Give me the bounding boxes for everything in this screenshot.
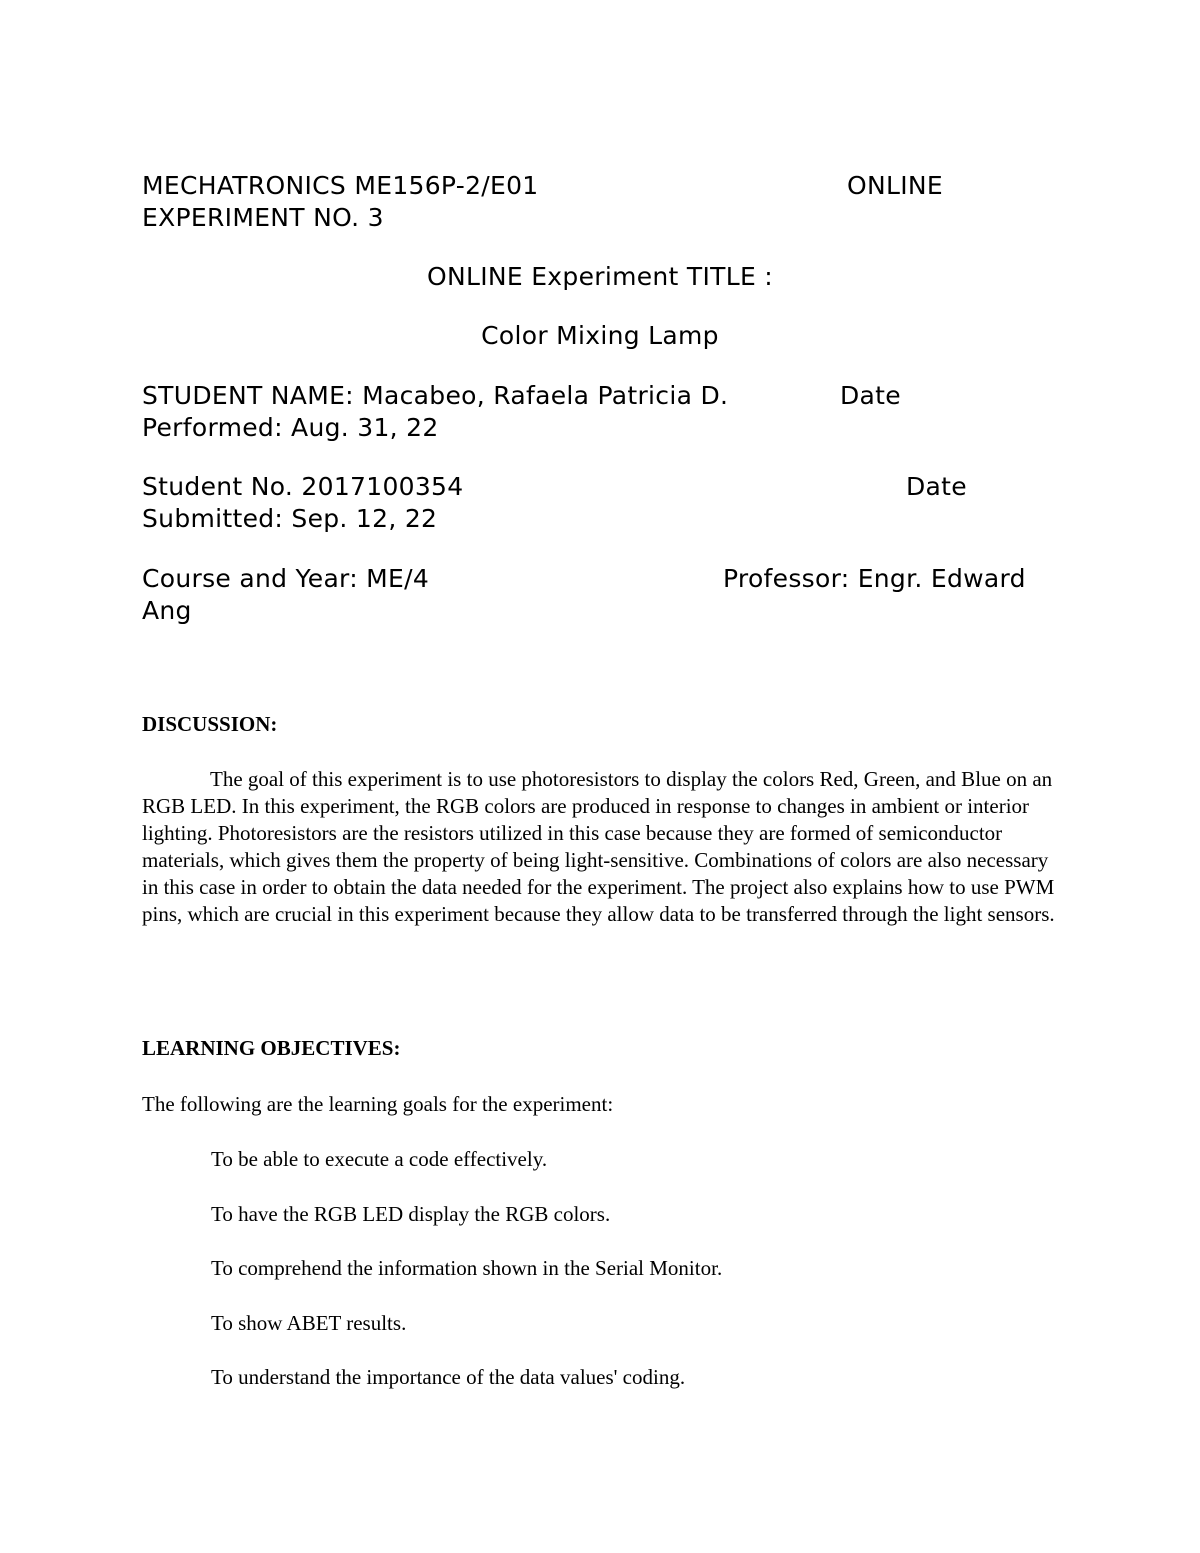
student-number: Student No. 2017100354 <box>142 472 464 501</box>
learning-objectives-heading: LEARNING OBJECTIVES: <box>142 1036 401 1060</box>
mode-label: ONLINE <box>847 171 943 200</box>
list-item: To understand the importance of the data values' coding. <box>211 1365 686 1390</box>
course-and-year: Course and Year: ME/4 <box>142 564 430 593</box>
list-item: To comprehend the information shown in the Serial Monitor. <box>211 1256 723 1281</box>
learning-objectives-intro: The following are the learning goals for the experiment: <box>142 1092 614 1116</box>
learning-objectives-list <box>211 1146 722 1419</box>
date-performed-label: Date <box>840 381 901 410</box>
list-item: To have the RGB LED display the RGB colors. <box>211 1201 611 1226</box>
discussion-heading: DISCUSSION: <box>142 712 278 736</box>
experiment-title-label: ONLINE Experiment TITLE : <box>426 262 774 291</box>
date-performed-value: Performed: Aug. 31, 22 <box>142 413 439 442</box>
list-item: To be able to execute a code effectively. <box>211 1147 548 1171</box>
date-submitted-value: Submitted: Sep. 12, 22 <box>142 504 438 533</box>
experiment-title: Color Mixing Lamp <box>481 321 719 350</box>
date-submitted-label: Date <box>906 472 967 501</box>
student-name: STUDENT NAME: Macabeo, Rafaela Patricia D. <box>142 381 729 410</box>
experiment-number: EXPERIMENT NO. 3 <box>142 203 384 232</box>
list-item: To show ABET results. <box>211 1310 407 1335</box>
professor: Professor: Engr. Edward <box>723 564 1026 593</box>
course-code: MECHATRONICS ME156P-2/E01 <box>142 171 539 200</box>
professor-continued: Ang <box>142 596 192 625</box>
discussion-paragraph: The goal of this experiment is to use photoresistors to display the colors Red, Green, and Blue on an RGB LED. In this experiment, the RGB colors are produced in response to changes in ambient or interior lighting. Photoresistors are the resistors utilized in this case because they are formed of semiconductor materials, which gives them the property of being light-sensitive. Combinations of colors are also necessary in this case in order to obtain the data needed for the experiment. The project also explains how to use PWM pins, which are crucial in this experiment because they allow data to be transferred through the light sensors. <box>142 767 1055 926</box>
